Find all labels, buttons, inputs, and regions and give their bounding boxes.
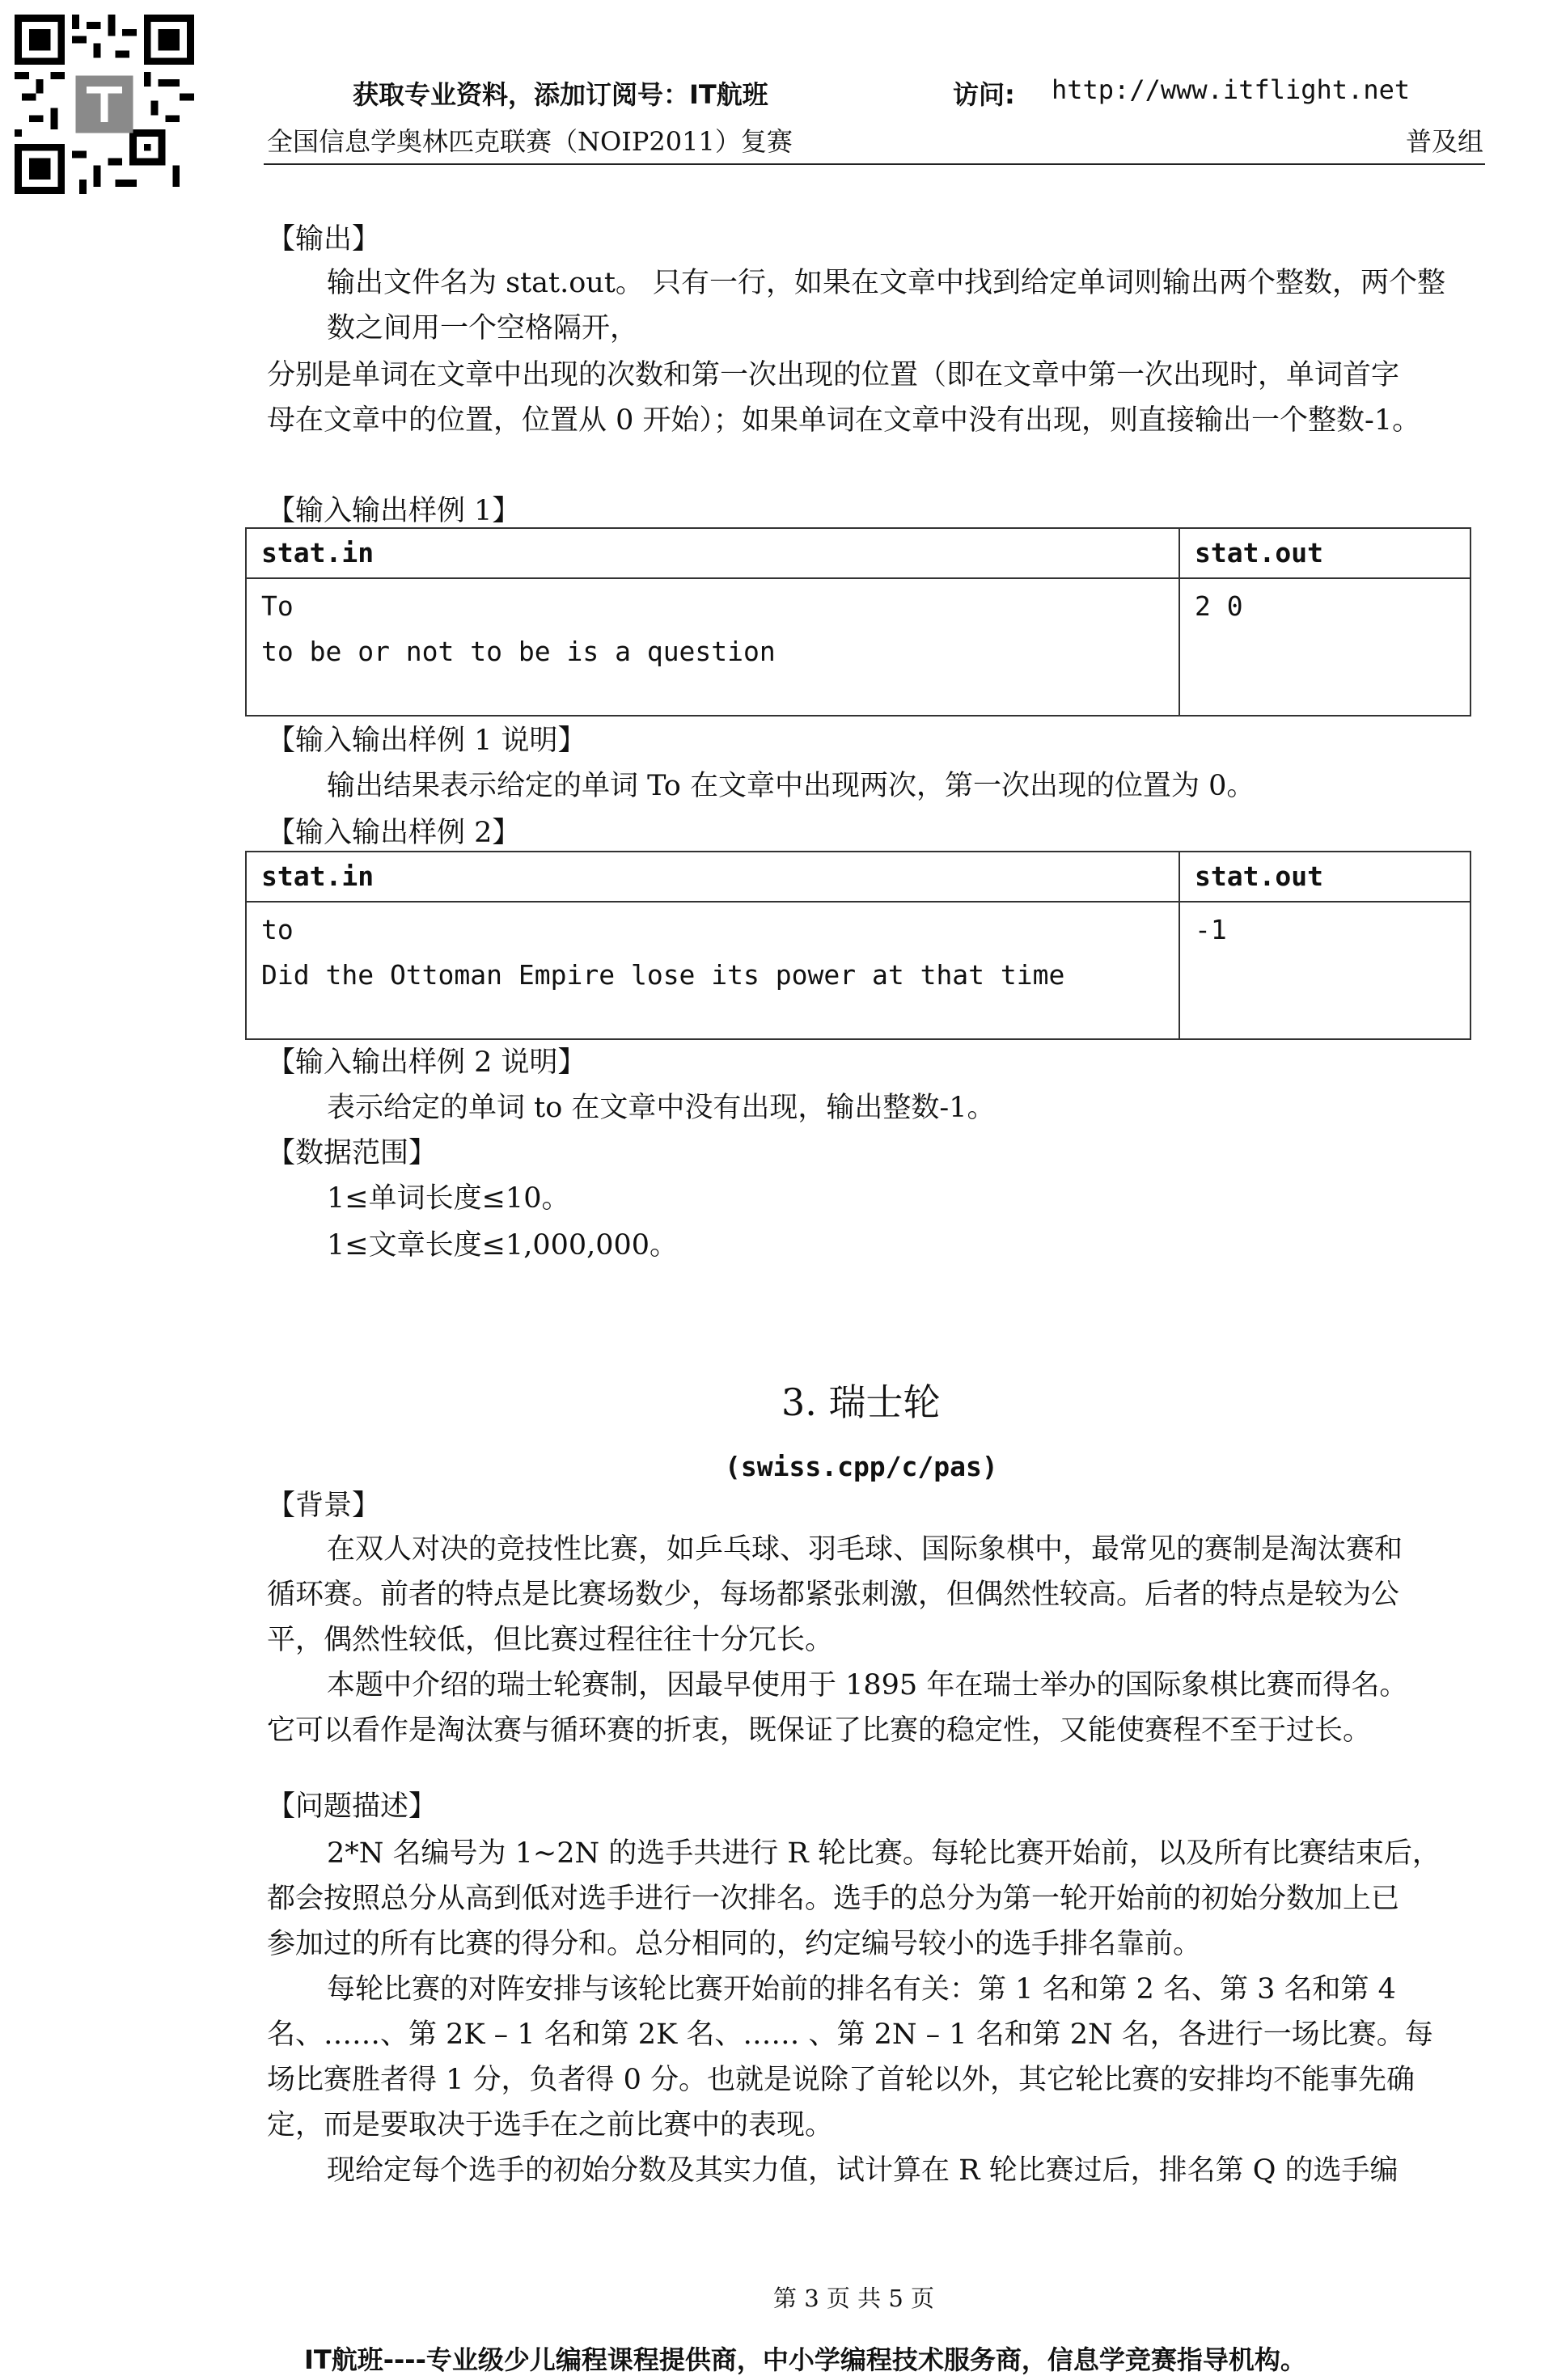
- sample1-table: [245, 527, 1471, 717]
- header-group: 普及组: [1406, 126, 1484, 157]
- sample2-input-line: to: [261, 914, 294, 945]
- description-heading: 【问题描述】: [267, 1790, 438, 1823]
- sample2-note: 表示给定的单词 to 在文章中没有出现，输出整数-1。: [327, 1092, 996, 1124]
- background-heading: 【背景】: [267, 1490, 381, 1522]
- sample2-in-header: stat.in: [246, 852, 1179, 902]
- problem-title: 3. 瑞士轮: [781, 1380, 941, 1424]
- footer-text: IT航班----专业级少儿编程课程提供商，中小学编程技术服务商，信息学竞赛指导机构。: [304, 2344, 1306, 2375]
- description-line: 都会按照总分从高到低对选手进行一次排名。选手的总分为第一轮开始前的初始分数加上已: [267, 1883, 1400, 1915]
- qr-code: [15, 15, 194, 194]
- header-title: 全国信息学奥林匹克联赛（NOIP2011）复赛: [267, 126, 793, 157]
- background-line: 它可以看作是淘汰赛与循环赛的折衷，既保证了比赛的稳定性，又能使赛程不至于过长。: [267, 1714, 1372, 1747]
- description-line: 参加过的所有比赛的得分和。总分相同的，约定编号较小的选手排名靠前。: [267, 1928, 1202, 1960]
- output-line: 母在文章中的位置，位置从 0 开始）；如果单词在文章中没有出现，则直接输出一个整数-1。: [267, 404, 1421, 437]
- sample1-out-header: stat.out: [1179, 528, 1470, 578]
- data-range-line: 1≤单词长度≤10。: [327, 1182, 570, 1215]
- sample1-input-line: To: [261, 590, 294, 622]
- website-link[interactable]: http://www.itflight.net: [1052, 74, 1411, 105]
- sample1-output-cell: [1179, 578, 1470, 716]
- output-line: 输出文件名为 stat.out。 只有一行，如果在文章中找到给定单词则输出两个整数，两个整: [327, 267, 1446, 299]
- sample1-output-line: 2 0: [1195, 590, 1243, 622]
- description-line: 每轮比赛的对阵安排与该轮比赛开始前的排名有关：第 1 名和第 2 名、第 3 名和第 4: [327, 1973, 1396, 2006]
- sample1-note-heading: 【输入输出样例 1 说明】: [267, 725, 586, 757]
- description-line: 现给定每个选手的初始分数及其实力值，试计算在 R 轮比赛过后，排名第 Q 的选手编: [327, 2154, 1399, 2187]
- sample1-input-cell: [246, 578, 1179, 716]
- sample2-input-line: Did the Ottoman Empire lose its power at that time: [261, 959, 1065, 991]
- data-range-line: 1≤文章长度≤1,000,000。: [327, 1229, 679, 1262]
- description-line: 场比赛胜者得 1 分，负者得 0 分。也就是说除了首轮以外，其它轮比赛的安排均不能事先确: [267, 2064, 1415, 2096]
- sample1-in-header: stat.in: [246, 528, 1179, 578]
- background-line: 循环赛。前者的特点是比赛场数少，每场都紧张刺激，但偶然性较高。后者的特点是较为公: [267, 1579, 1400, 1611]
- description-line: 名、……、第 2K – 1 名和第 2K 名、…… 、第 2N – 1 名和第 2N 名，各进行一场比赛。每: [267, 2019, 1433, 2051]
- visit-label: 访问:: [953, 79, 1015, 110]
- background-line: 在双人对决的竞技性比赛，如乒乓球、羽毛球、国际象棋中，最常见的赛制是淘汰赛和: [327, 1533, 1403, 1566]
- output-heading: 【输出】: [267, 223, 381, 256]
- page-number: 第 3 页 共 5 页: [773, 2285, 934, 2312]
- problem-subtitle: (swiss.cpp/c/pas): [725, 1451, 998, 1482]
- sample2-table: [245, 851, 1471, 1040]
- data-range-heading: 【数据范围】: [267, 1137, 438, 1169]
- description-line: 2*N 名编号为 1~2N 的选手共进行 R 轮比赛。每轮比赛开始前，以及所有比赛结束后，: [327, 1837, 1441, 1870]
- sample2-note-heading: 【输入输出样例 2 说明】: [267, 1046, 586, 1079]
- header-rule: [264, 163, 1485, 165]
- sample2-out-header: stat.out: [1179, 852, 1470, 902]
- output-line: 分别是单词在文章中出现的次数和第一次出现的位置（即在文章中第一次出现时，单词首字: [267, 359, 1400, 391]
- promo-text: 获取专业资料，添加订阅号：IT航班: [353, 79, 768, 110]
- sample2-input-cell: [246, 902, 1179, 1039]
- sample1-input-line: to be or not to be is a question: [261, 636, 776, 667]
- sample1-heading: 【输入输出样例 1】: [267, 495, 521, 527]
- sample2-output-line: -1: [1195, 914, 1227, 945]
- sample1-note: 输出结果表示给定的单词 To 在文章中出现两次，第一次出现的位置为 0。: [327, 770, 1255, 802]
- background-line: 平，偶然性较低，但比赛过程往往十分冗长。: [267, 1624, 834, 1656]
- output-line: 数之间用一个空格隔开，: [327, 312, 639, 345]
- sample2-output-cell: [1179, 902, 1470, 1039]
- description-line: 定，而是要取决于选手在之前比赛中的表现。: [267, 2109, 834, 2141]
- background-line: 本题中介绍的瑞士轮赛制，因最早使用于 1895 年在瑞士举办的国际象棋比赛而得名。: [327, 1669, 1408, 1702]
- sample2-heading: 【输入输出样例 2】: [267, 817, 521, 849]
